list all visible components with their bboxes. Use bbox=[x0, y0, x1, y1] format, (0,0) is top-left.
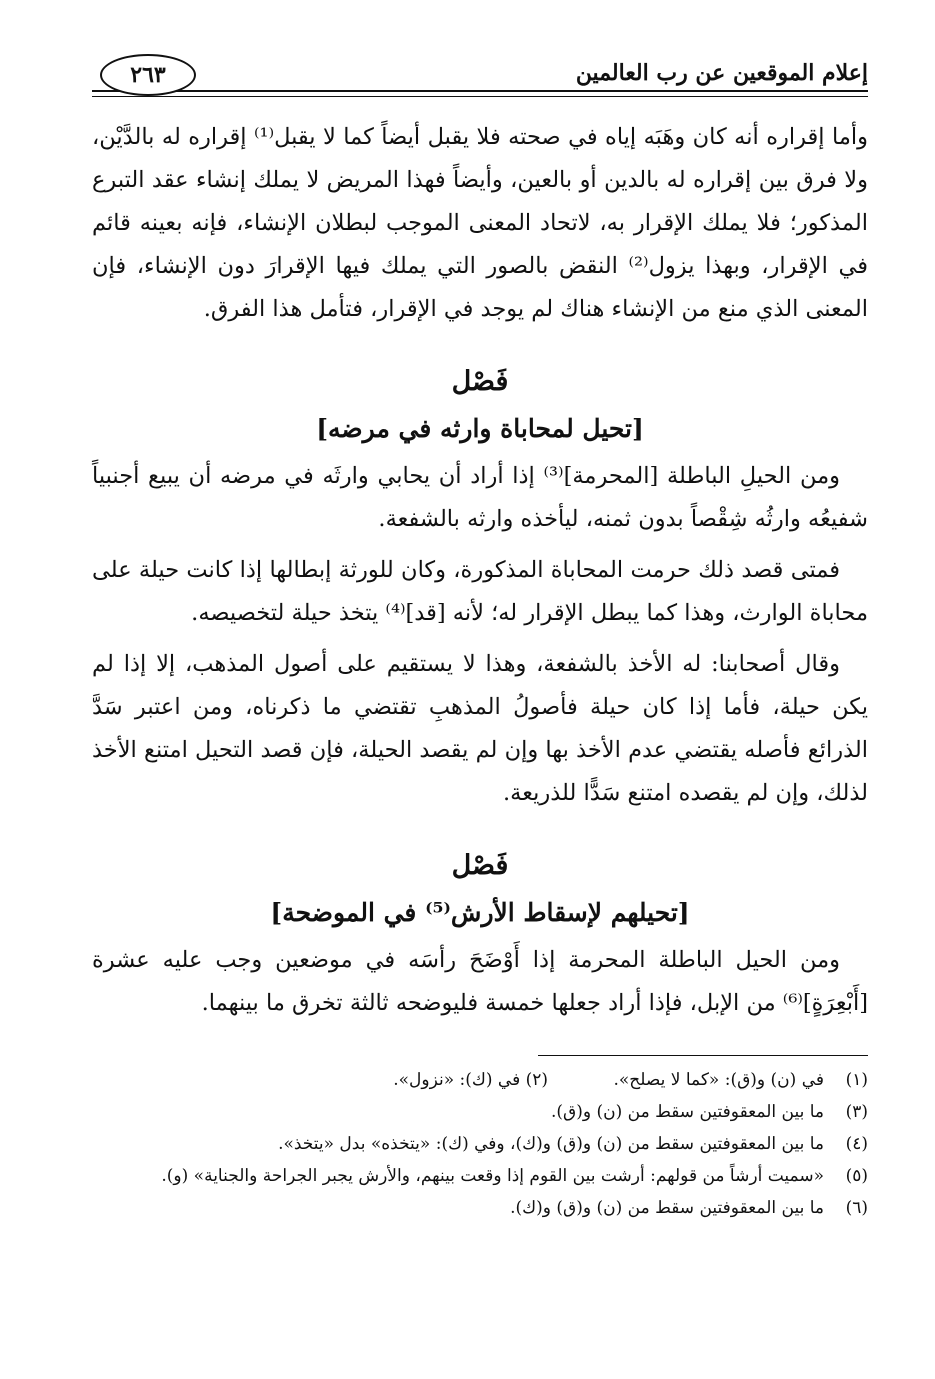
section-2-subtitle: [تحيلهم لإسقاط الأرش⁽⁵⁾ في الموضحة] bbox=[270, 898, 690, 927]
footnote-text: «سميت أرشاً من قولهم: أرشت بين القوم إذا وقعت بينهم، والأرش يجبر الجراحة والجناية» (و). bbox=[161, 1166, 824, 1186]
section-2-paragraph: ومن الحيل الباطلة المحرمة إذا أَوْضَحَ رأسَه في موضعين وجب عليه عشرة [أَبْعِرَةٍ]⁽⁶⁾ من الإبل، فإذا أراد جعلها خمسة فليوضحه ثالثة تخرق ما بينهما. bbox=[92, 947, 868, 1016]
footnote-text: في (ن) و(ق): «كما لا يصلح». bbox=[613, 1070, 824, 1090]
running-title: إعلام الموقعين عن رب العالمين bbox=[575, 60, 868, 86]
section-2-title: فَصْل bbox=[451, 850, 509, 881]
section-1-title: فَصْل bbox=[451, 366, 509, 397]
footnote-row bbox=[92, 1160, 868, 1192]
section-1-paragraph: ومن الحيلِ الباطلة [المحرمة]⁽³⁾ إذا أراد أن يحابي وارثَه في مرضه أن يبيع أجنبياً شفيعُه وارثُه شِقْصاً بدون ثمنه، ليأخذه وارثه بالشفعة. bbox=[92, 463, 868, 532]
footnote-number: (٢) bbox=[525, 1070, 549, 1090]
footnote-separator bbox=[538, 1055, 868, 1056]
footnote-number: (٤) bbox=[845, 1134, 868, 1154]
footnotes bbox=[92, 1064, 868, 1224]
header-rule-thin bbox=[92, 96, 868, 97]
main-text bbox=[92, 116, 868, 1025]
section-1-paragraph: وقال أصحابنا: له الأخذ بالشفعة، وهذا لا يستقيم على أصول المذهب، إلا إذا لم يكن حيلة، فأما إذا كان حيلة فأصولُ المذهبِ تقتضي ما ذكرناه، ومن اعتبر سَدَّ الذرائع فأصله يقتضي عدم الأخذ بها وإن لم يقصد الحيلة، فإن قصد التحيل امتنع الأخذ لذلك، وإن لم يقصده امتنع سَدًّا للذريعة. bbox=[92, 651, 868, 806]
footnote-row bbox=[92, 1096, 868, 1128]
header-rule bbox=[92, 90, 868, 92]
footnote-text: ما بين المعقوفتين سقط من (ن) و(ق) و(ك). bbox=[510, 1198, 824, 1218]
page-header bbox=[92, 52, 868, 100]
footnote-number: (٦) bbox=[845, 1198, 868, 1218]
page-number: ٢٦٣ bbox=[100, 54, 196, 96]
footnote-row bbox=[92, 1128, 868, 1160]
intro-paragraph: وأما إقراره أنه كان وهَبَه إياه في صحته فلا يقبل أيضاً كما لا يقبل⁽¹⁾ إقراره له بالدَّيْن، ولا فرق بين إقراره له بالدين أو بالعين، وأيضاً فهذا المريض لا يملك إنشاء عقد التبرع المذكور؛ فلا يملك الإقرار به، لاتحاد المعنى الموجب لبطلان الإنشاء، فإنه بعينه قائم في الإقرار، وبهذا يزول⁽²⁾ النقض بالصور التي يملك فيها الإقرارَ دون الإنشاء، فإن المعنى الذي منع من الإنشاء هناك لم يوجد في الإقرار، فتأمل هذا الفرق. bbox=[92, 124, 869, 322]
section-1-subtitle: [تحيل لمحاباة وارثه في مرضه] bbox=[316, 414, 644, 443]
footnote-number: (١) bbox=[845, 1070, 868, 1090]
footnote-row bbox=[92, 1064, 868, 1096]
footnote-number: (٥) bbox=[845, 1166, 868, 1186]
footnote-text: ما بين المعقوفتين سقط من (ن) و(ق). bbox=[551, 1102, 824, 1122]
footnote-text: ما بين المعقوفتين سقط من (ن) و(ق) و(ك)، وفي (ك): «يتخذه» بدل «يتخذ». bbox=[278, 1134, 824, 1154]
book-page bbox=[92, 52, 868, 1352]
footnote-text: في (ك): «نزول». bbox=[393, 1070, 521, 1090]
footnote-row bbox=[92, 1192, 868, 1224]
footnote-number: (٣) bbox=[845, 1102, 868, 1122]
section-1-paragraph: فمتى قصد ذلك حرمت المحاباة المذكورة، وكان للورثة إبطالها إذا كانت حيلة على محاباة الوارث، وهذا كما يبطل الإقرار له؛ لأنه [قد]⁽⁴⁾ يتخذ حيلة لتخصيصه. bbox=[92, 557, 868, 626]
